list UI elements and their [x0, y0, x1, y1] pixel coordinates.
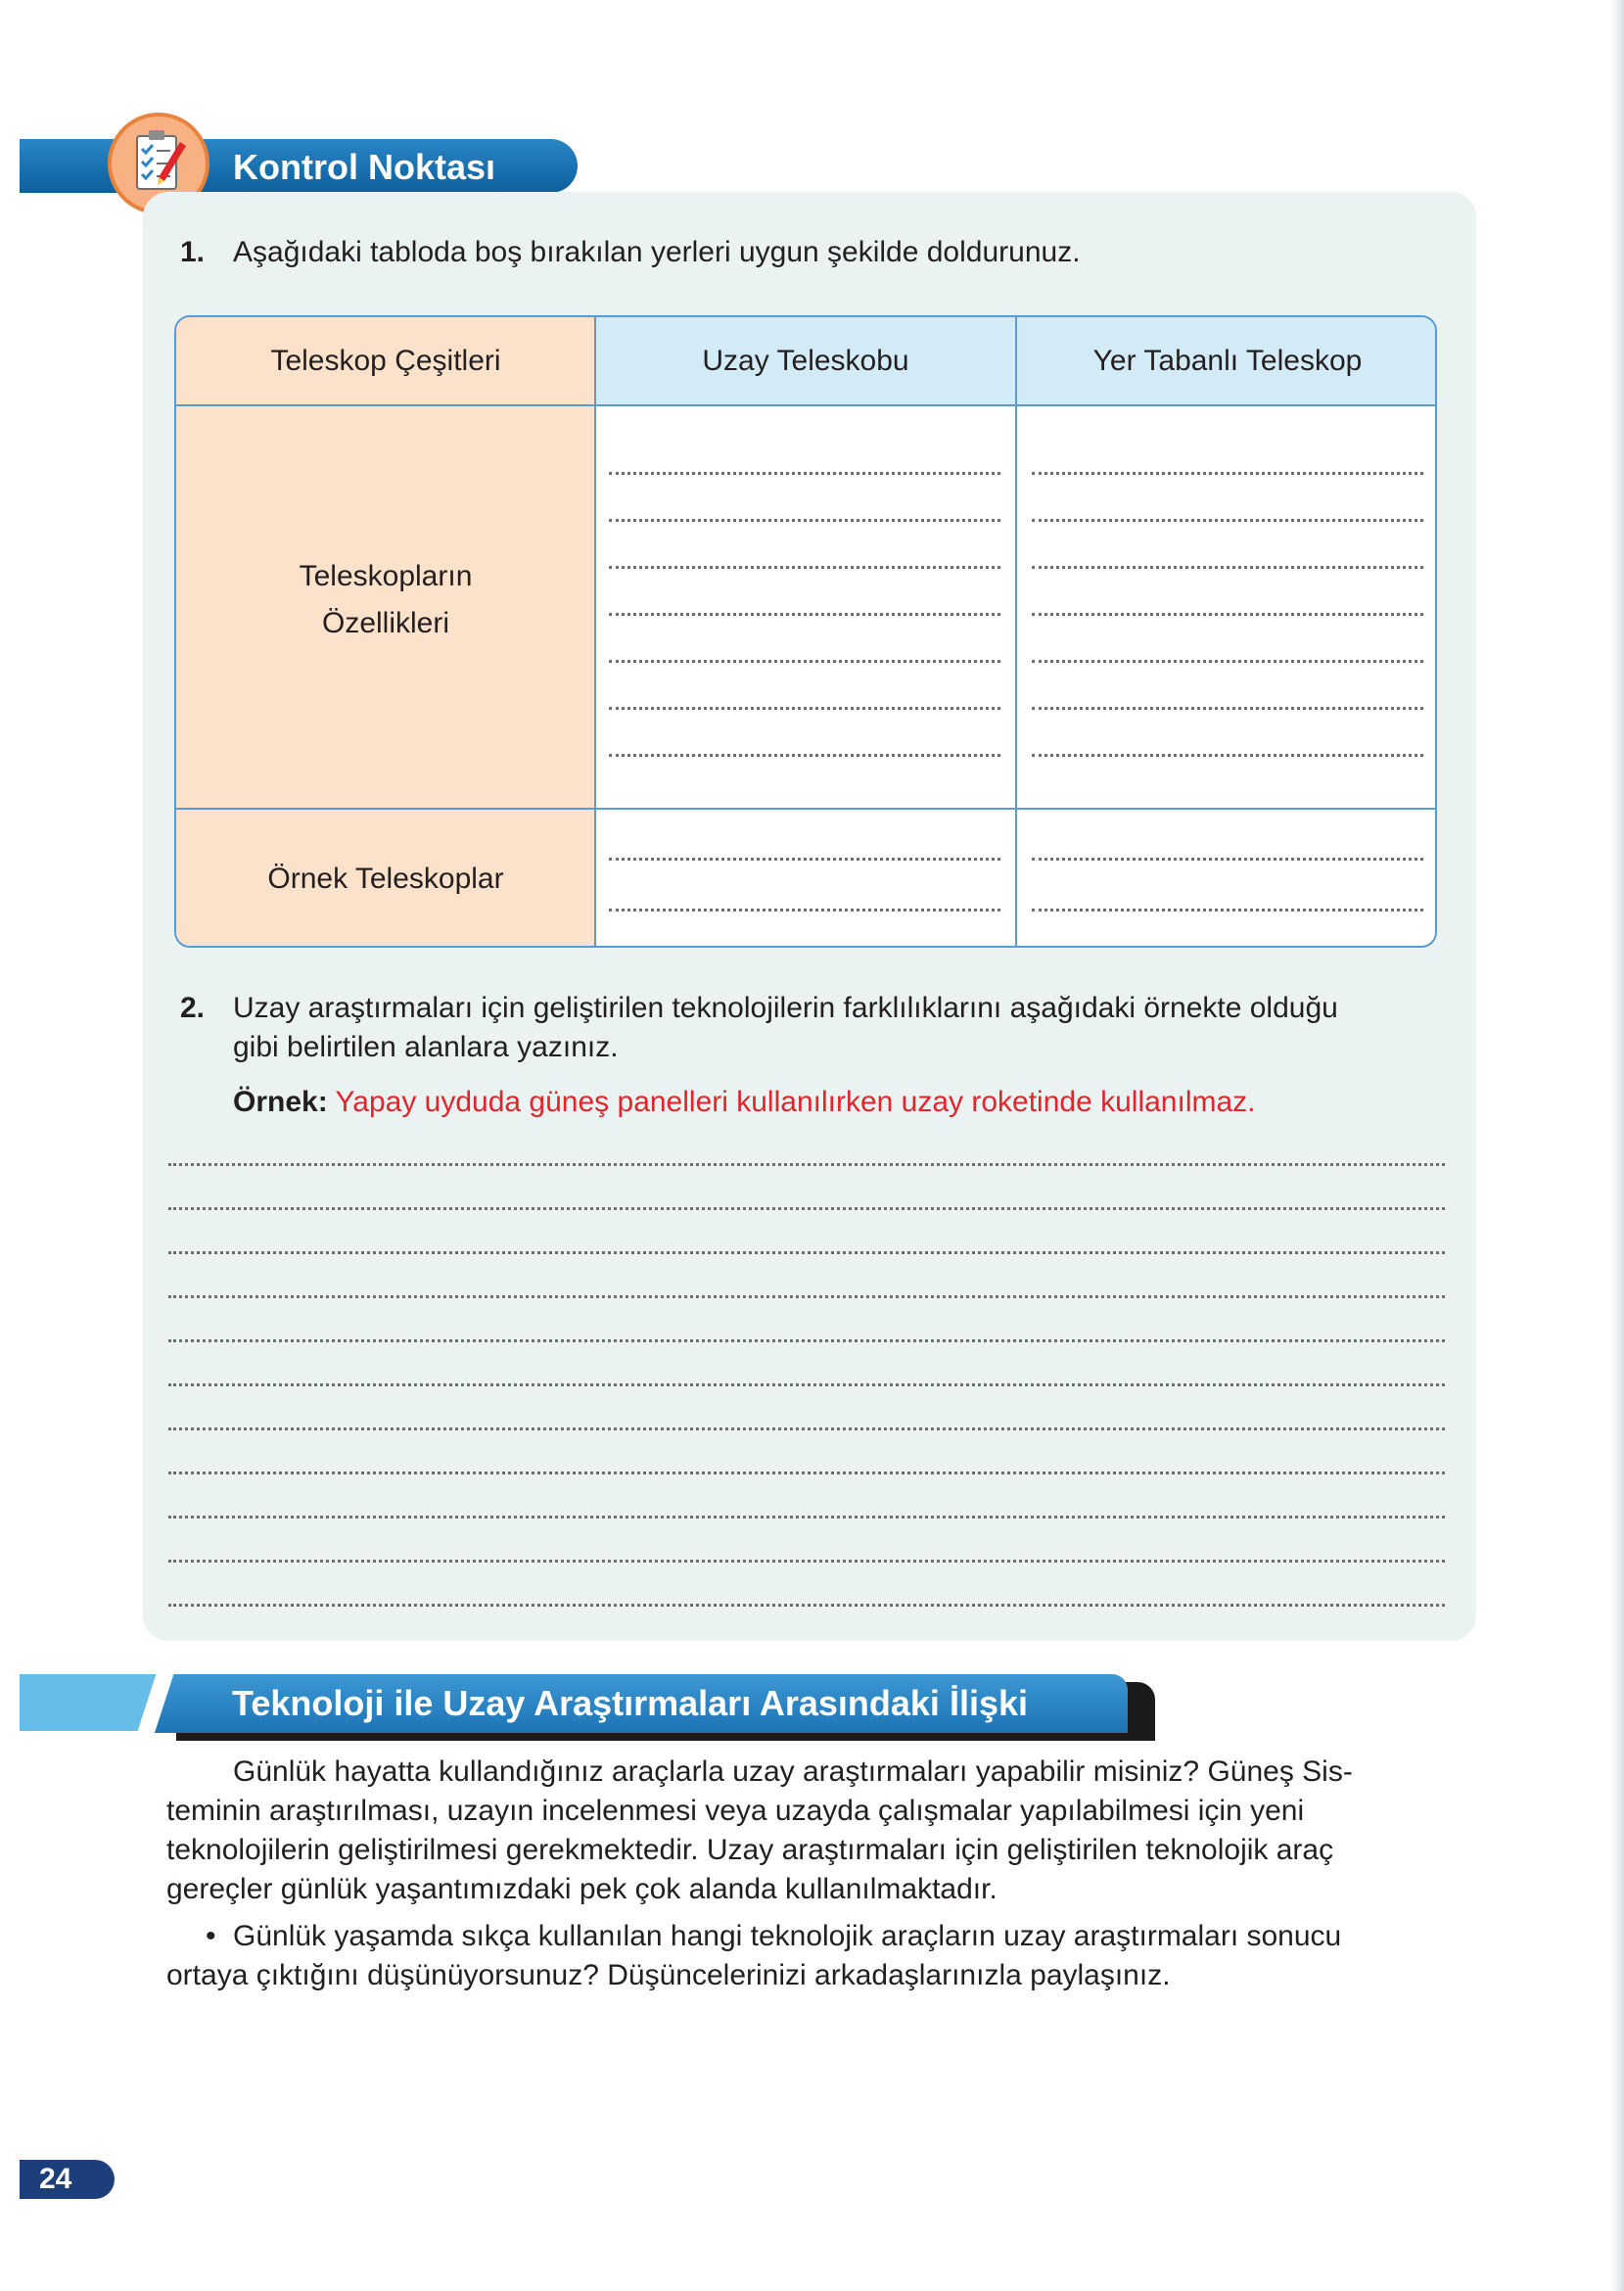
table-row-label: Özellikleri: [321, 607, 450, 639]
answer-line[interactable]: [1032, 519, 1423, 522]
table-row-label: Teleskopların: [299, 560, 473, 592]
table-row-label-cell: [176, 405, 595, 809]
paragraph-line: teknolojilerin geliştirilmesi gerekmektedir. Uzay araştırmaları için geliştirilen teknolojik araç: [166, 1834, 1334, 1866]
table-row-label: Örnek Teleskoplar: [267, 863, 504, 895]
answer-line[interactable]: [1032, 707, 1423, 710]
answer-line[interactable]: [168, 1163, 1445, 1166]
question-1-text: Aşağıdaki tabloda boş bırakılan yerleri uygun şekilde doldurunuz.: [233, 236, 1081, 268]
answer-line[interactable]: [168, 1207, 1445, 1210]
answer-line[interactable]: [168, 1339, 1445, 1342]
table-divider: [594, 317, 596, 946]
answer-line[interactable]: [168, 1560, 1445, 1563]
answer-line[interactable]: [168, 1251, 1445, 1254]
paragraph-line: Günlük hayatta kullandığınız araçlarla uzay araştırmaları yapabilir misiniz? Güneş Sis-: [233, 1755, 1353, 1788]
page-edge: [1610, 0, 1624, 2291]
example-line: [233, 1083, 1256, 1122]
answer-line[interactable]: [168, 1383, 1445, 1386]
paragraph-line: ortaya çıktığını düşünüyorsunuz? Düşüncelerinizi arkadaşlarınızla paylaşınız.: [166, 1959, 1171, 1991]
answer-line[interactable]: [1032, 472, 1423, 475]
table-divider: [176, 404, 1435, 406]
answer-line[interactable]: [1032, 660, 1423, 663]
answer-line[interactable]: [168, 1427, 1445, 1430]
answer-line[interactable]: [1032, 909, 1423, 912]
page-number-badge: 24: [20, 2160, 115, 2199]
answer-line[interactable]: [1032, 613, 1423, 616]
answer-line[interactable]: [1032, 858, 1423, 861]
question-2-number: 2.: [180, 992, 206, 1024]
answer-line[interactable]: [168, 1604, 1445, 1607]
table-header-cell: [1016, 317, 1437, 405]
paragraph-line: teminin araştırılması, uzayın incelenmesi veya uzayda çalışmalar yapılabilmesi için yeni: [166, 1795, 1305, 1827]
answer-line[interactable]: [168, 1295, 1445, 1298]
answer-line[interactable]: [168, 1516, 1445, 1519]
table-header-label: Yer Tabanlı Teleskop: [1092, 345, 1363, 377]
question-1-number: 1.: [180, 236, 206, 268]
table-header-cell: [595, 317, 1016, 405]
table-header-label: Uzay Teleskobu: [702, 345, 909, 377]
paragraph-line: gereçler günlük yaşantımızdaki pek çok alanda kullanılmaktadır.: [166, 1873, 998, 1905]
section-title: Teknoloji ile Uzay Araştırmaları Arasındaki İlişki: [232, 1683, 1028, 1723]
table-divider: [176, 808, 1435, 810]
telescope-table: [174, 315, 1437, 948]
answer-line[interactable]: [609, 858, 1000, 861]
answer-line[interactable]: [609, 613, 1000, 616]
answer-line[interactable]: [609, 519, 1000, 522]
question-2-text-line: gibi belirtilen alanlara yazınız.: [233, 1031, 619, 1063]
paragraph-line: Günlük yaşamda sıkça kullanılan hangi teknolojik araçların uzay araştırmaları sonucu: [233, 1920, 1342, 1952]
header-title: Kontrol Noktası: [233, 147, 496, 187]
table-row-label-cell: [176, 809, 595, 948]
table-divider: [1015, 317, 1017, 946]
table-header-cell: [176, 317, 595, 405]
bullet-icon: •: [206, 1920, 216, 1952]
answer-line[interactable]: [609, 909, 1000, 912]
answer-line[interactable]: [609, 660, 1000, 663]
answer-line[interactable]: [609, 566, 1000, 569]
answer-line[interactable]: [1032, 754, 1423, 757]
answer-line[interactable]: [1032, 566, 1423, 569]
answer-line[interactable]: [609, 472, 1000, 475]
answer-line[interactable]: [609, 707, 1000, 710]
example-text: Yapay uyduda güneş panelleri kullanılırken uzay roketinde kullanılmaz.: [335, 1086, 1256, 1118]
table-header-label: Teleskop Çeşitleri: [270, 345, 501, 377]
answer-line[interactable]: [168, 1472, 1445, 1474]
example-label: Örnek:: [233, 1086, 328, 1118]
answer-line[interactable]: [609, 754, 1000, 757]
question-2-text-line: Uzay araştırmaları için geliştirilen teknolojilerin farklılıklarını aşağıdaki örnekte olduğu: [233, 992, 1338, 1024]
